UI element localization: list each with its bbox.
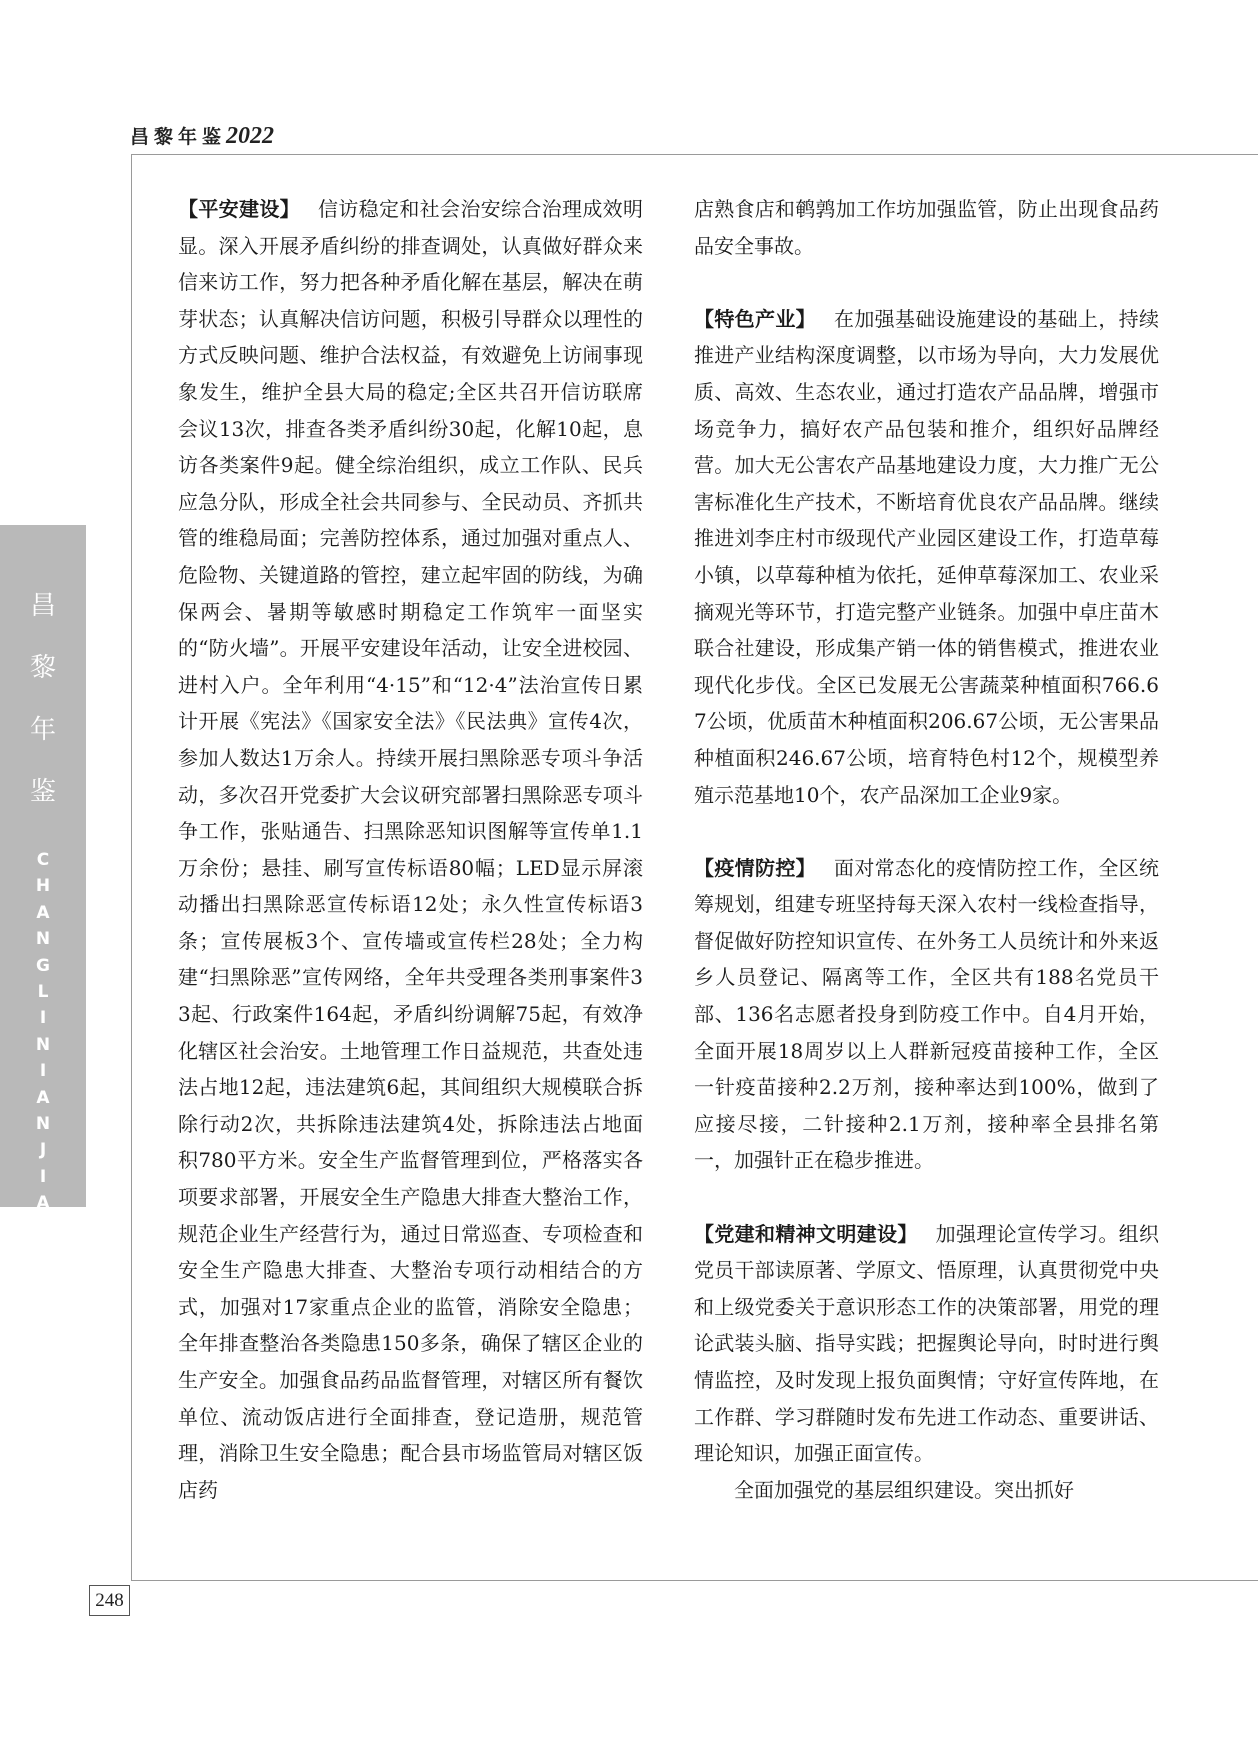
page-number: 248 bbox=[89, 1585, 130, 1616]
side-letter: A bbox=[36, 902, 50, 923]
side-letter: H bbox=[35, 876, 51, 897]
side-char: 年 bbox=[29, 715, 56, 745]
section-body: 加强理论宣传学习。组织党员干部读原著、学原文、悟原理，认真贯彻党中央和上级党委关于意识形态工作的决策部署，用党的理论武装头脑、指导实践；把握舆论导向，时时进行舆情监控，及时发现上报负面舆情；守好宣传阵地，在工作群、学习群随时发布先进工作动态、重要讲话、理论知识，加强正面宣传。 bbox=[694, 1221, 1160, 1466]
side-letter: I bbox=[39, 1166, 47, 1187]
header-year: 2022 bbox=[226, 123, 275, 149]
section-title: 【特色产业】 bbox=[694, 306, 816, 331]
side-tab-chinese-title bbox=[0, 585, 86, 833]
side-letter: A bbox=[36, 1193, 50, 1214]
side-letter: N bbox=[35, 1034, 51, 1055]
side-letter: L bbox=[37, 981, 49, 1002]
continued-paragraph: 店熟食店和鹌鹑加工作坊加强监管，防止出现食品药品安全事故。 bbox=[694, 197, 1159, 258]
section-title: 【党建和精神文明建设】 bbox=[694, 1221, 918, 1246]
section-party-building bbox=[694, 1216, 1159, 1472]
side-letter: J bbox=[39, 1140, 47, 1161]
section-epidemic-control bbox=[694, 850, 1159, 1179]
side-letter: N bbox=[35, 1219, 51, 1240]
side-tab-pinyin bbox=[0, 850, 86, 1246]
side-char: 昌 bbox=[29, 591, 56, 621]
left-column bbox=[178, 191, 643, 1508]
side-letter: C bbox=[36, 850, 50, 870]
section-body: 信访稳定和社会治安综合治理成效明显。深入开展矛盾纠纷的排查调处，认真做好群众来信来访工作，努力把各种矛盾化解在基层，解决在萌芽状态；认真解决信访问题，积极引导群众以理性的方式反映问题、维护合法权益，有效避免上访闹事现象发生，维护全县大局的稳定;全区共召开信访联席会议13次，排查各类矛盾纠纷30起，化解10起，息访各类案件9起。健全综治组织，成立工作队、民兵应急分队，形成全社会共同参与、全民动员、齐抓共管的维稳局面；完善防控体系，通过加强对重点人、危险物、关键道路的管控，建立起牢固的防线，为确保两会、暑期等敏感时期稳定工作筑牢一面坚实的“防火墙”。开展平安建设年活动，让安全进校园、进村入户。全年利用“4·15”和“12·4”法治宣传日累计开展《宪法》《国家安全法》《民法典》宣传4次，参加人数达1万余人。持续开展扫黑除恶专项斗争活动，多次召开党委扩大会议研究部署扫黑除恶专项斗争工作，张贴通告、扫黑除恶知识图解等宣传单1.1万余份；悬挂、刷写宣传标语80幅；LED显示屏滚动播出扫黑除恶宣传标语12处；永久性宣传标语3条；宣传展板3个、宣传墙或宣传栏28处；全力构建“扫黑除恶”宣传网络，全年共受理各类刑事案件33起、行政案件164起，矛盾纠纷调解75起，有效净化辖区社会治安。土地管理工作日益规范，共查处违法占地12起，违法建筑6起，其间组织大规模联合拆除行动2次，共拆除违法建筑4处，拆除违法占地面积780平方米。安全生产监督管理到位，严格落实各项要求部署，开展安全生产隐患大排查大整治工作，规范企业生产经营行为，通过日常巡查、专项检查和安全生产隐患大排查、大整治专项行动相结合的方式，加强对17家重点企业的监管，消除安全隐患；全年排查整治各类隐患150多条，确保了辖区企业的生产安全。加强食品药品监督管理，对辖区所有餐饮单位、流动饭店进行全面排查，登记造册，规范管理，消除卫生安全隐患；配合县市场监管局对辖区饭店药 bbox=[178, 197, 643, 1502]
side-letter: I bbox=[39, 1008, 47, 1029]
trailing-paragraph: 全面加强党的基层组织建设。突出抓好 bbox=[734, 1477, 1074, 1502]
side-char: 鉴 bbox=[29, 777, 56, 807]
running-header bbox=[130, 122, 274, 150]
header-title-text: 昌黎年鉴 bbox=[130, 126, 227, 148]
side-letter: A bbox=[36, 1087, 50, 1108]
section-safety-building bbox=[178, 191, 643, 1508]
side-letter: I bbox=[39, 1061, 47, 1082]
side-letter: G bbox=[36, 955, 50, 976]
section-title: 【疫情防控】 bbox=[694, 855, 816, 880]
side-letter: N bbox=[35, 1113, 51, 1134]
section-characteristic-industry bbox=[694, 301, 1159, 813]
side-char: 黎 bbox=[29, 653, 56, 683]
section-body: 在加强基础设施建设的基础上，持续推进产业结构深度调整，以市场为导向，大力发展优质、高效、生态农业，通过打造农产品品牌，增强市场竞争力，搞好农产品包装和推介，组织好品牌经营。加大无公害农产品基地建设力度，大力推广无公害标准化生产技术，不断培育优良农产品品牌。继续推进刘李庄村市级现代产业园区建设工作，打造草莓小镇，以草莓种植为依托，延伸草莓深加工、农业采摘观光等环节，打造完整产业链条。加强中卓庄苗木联合社建设，形成集产销一体的销售模式，推进农业现代化步伐。全区已发展无公害蔬菜种植面积766.67公顷，优质苗木种植面积206.67公顷，无公害果品种植面积246.67公顷，培育特色村12个，规模型养殖示范基地10个，农产品深加工企业9家。 bbox=[694, 306, 1159, 807]
section-body: 面对常态化的疫情防控工作，全区统筹规划，组建专班坚持每天深入农村一线检查指导，督促做好防控知识宣传、在外务工人员统计和外来返乡人员登记、隔离等工作，全区共有188名党员干部、136名志愿者投身到防疫工作中。自4月开始，全面开展18周岁以上人群新冠疫苗接种工作，全区一针疫苗接种2.2万剂，接种率达到100%，做到了应接尽接，二针接种2.1万剂，接种率全县排名第一，加强针正在稳步推进。 bbox=[694, 855, 1159, 1173]
right-column bbox=[694, 191, 1159, 1508]
side-letter: N bbox=[35, 929, 51, 950]
section-title: 【平安建设】 bbox=[178, 197, 300, 221]
